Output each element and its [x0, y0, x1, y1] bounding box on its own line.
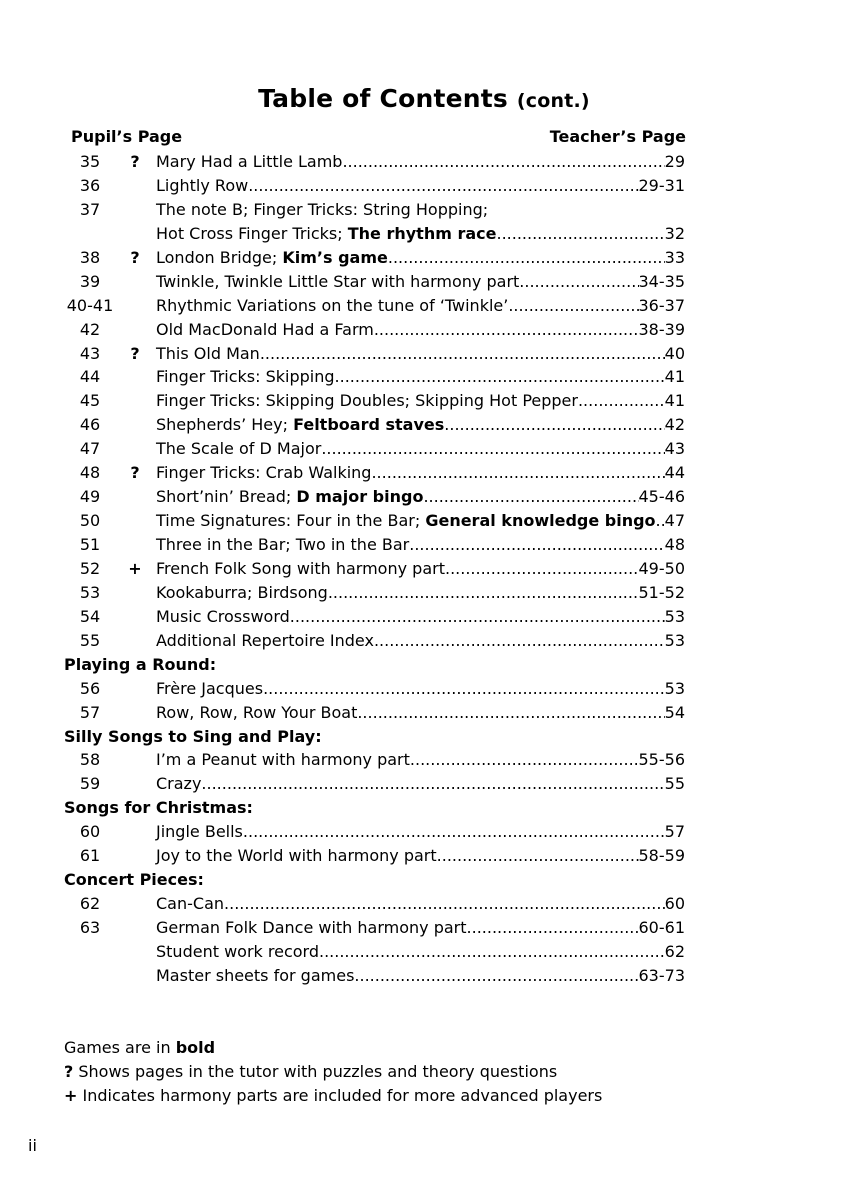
- teacher-page-number: 43: [664, 439, 685, 459]
- row-marker: +: [128, 558, 142, 578]
- teacher-page-number: 36-37: [638, 295, 685, 315]
- toc-row: [0, 605, 848, 629]
- pupil-page-number: 50: [79, 511, 101, 531]
- legend: [64, 1036, 602, 1108]
- entry-title: Shepherds’ Hey;: [156, 415, 294, 435]
- toc-entry: [156, 629, 685, 653]
- row-marker: ?: [130, 463, 140, 483]
- teacher-page-number: 29: [664, 152, 685, 171]
- toc-entry: [156, 748, 685, 772]
- teacher-page-number: 60-61: [638, 918, 685, 937]
- game-title: Kim’s game: [282, 247, 388, 267]
- page-title: Table of Contents (cont.): [258, 84, 590, 113]
- entry-title: Jingle Bells: [156, 822, 243, 842]
- pupil-page-number: 63: [79, 918, 101, 937]
- pupil-page-number: 54: [79, 606, 101, 626]
- toc-entry: [156, 844, 685, 868]
- dot-leader: [444, 413, 664, 437]
- dot-leader: [328, 581, 639, 605]
- teacher-page-number: 53: [664, 606, 685, 626]
- toc-entry: [156, 365, 685, 389]
- entry-title: Finger Tricks: Crab Walking: [156, 463, 372, 483]
- teacher-page-number: 63-73: [638, 965, 685, 985]
- toc-row: [0, 365, 848, 389]
- teacher-page-number: 58-59: [638, 846, 685, 866]
- legend-games: Games are in bold: [64, 1038, 216, 1057]
- teacher-page-number: 49-50: [638, 558, 685, 578]
- teacher-page-number: 40: [664, 343, 685, 363]
- dot-leader: [437, 844, 639, 868]
- toc-row: [0, 150, 848, 174]
- toc-row: [0, 581, 848, 605]
- pupil-page-number: 46: [79, 415, 101, 435]
- entry-title: Master sheets for games: [156, 965, 355, 985]
- teacher-page-header: Teacher’s Page: [549, 127, 686, 146]
- entry-title: Kookaburra; Birdsong: [156, 582, 328, 602]
- pupil-page-number: 45: [79, 391, 101, 411]
- dot-leader: [371, 461, 664, 485]
- toc-row: [0, 940, 848, 964]
- game-title: Feltboard staves: [293, 415, 445, 435]
- dot-leader: [224, 892, 665, 916]
- dot-leader: [374, 318, 639, 342]
- pupil-page-number: 42: [79, 319, 101, 339]
- toc-row: [0, 892, 848, 916]
- entry-title: Crazy: [156, 774, 202, 794]
- entry-title: Three in the Bar; Two in the Bar: [156, 535, 410, 554]
- dot-leader: [656, 509, 665, 533]
- teacher-page-number: 53: [664, 630, 685, 650]
- dot-leader: [374, 629, 665, 653]
- toc-section-heading: [0, 725, 848, 749]
- pupil-page-number: 44: [79, 367, 101, 387]
- toc-row: [0, 748, 848, 772]
- entry-title: This Old Man: [156, 343, 260, 363]
- dot-leader: [388, 246, 665, 270]
- dot-leader: [243, 820, 665, 844]
- title-suffix: (cont.): [516, 90, 590, 112]
- teacher-page-number: 32: [664, 223, 685, 243]
- entry-title: The Scale of D Major: [156, 439, 322, 459]
- dot-leader: [260, 342, 665, 366]
- dot-leader: [201, 772, 664, 796]
- toc-entry: [156, 413, 685, 437]
- toc-row: [0, 485, 848, 509]
- dot-leader: [467, 916, 639, 940]
- teacher-page-number: 44: [664, 463, 685, 483]
- toc-entry: [156, 509, 685, 533]
- teacher-page-number: 53: [664, 678, 685, 698]
- toc-entry: [156, 270, 685, 294]
- dot-leader: [519, 270, 638, 294]
- dot-leader: [321, 437, 664, 461]
- teacher-page-number: 42: [664, 415, 685, 435]
- toc-entry: [156, 294, 685, 318]
- toc-entry: [156, 485, 685, 509]
- entry-title: Lightly Row: [156, 175, 249, 195]
- entry-title: Student work record: [156, 941, 319, 961]
- teacher-page-number: 41: [664, 367, 685, 387]
- toc-row: [0, 222, 848, 246]
- entry-title: Joy to the World with harmony part: [156, 846, 437, 866]
- toc-row: [0, 174, 848, 198]
- teacher-page-number: 55-56: [638, 750, 685, 770]
- pupil-page-number: 35: [79, 152, 101, 171]
- pupil-page-number: 36: [79, 175, 101, 195]
- entry-title: The note B; Finger Tricks: String Hopping;: [156, 199, 489, 219]
- toc-row: [0, 677, 848, 701]
- entry-title: German Folk Dance with harmony part: [156, 918, 467, 937]
- row-marker: ?: [130, 247, 140, 267]
- entry-title: Music Crossword: [156, 606, 290, 626]
- toc-row: [0, 916, 848, 940]
- toc-row: [0, 413, 848, 437]
- pupil-page-number: 48: [79, 463, 101, 483]
- pupil-page-number: 56: [79, 678, 101, 698]
- teacher-page-number: 47: [664, 511, 685, 531]
- page-number: ii: [28, 1136, 37, 1155]
- toc-row: [0, 389, 848, 413]
- teacher-page-number: 38-39: [638, 319, 685, 339]
- toc-row: [0, 294, 848, 318]
- toc-list: [0, 150, 848, 988]
- toc-section-heading: [0, 653, 848, 677]
- toc-entry: [156, 892, 685, 916]
- toc-entry: [156, 318, 685, 342]
- toc-row: [0, 246, 848, 270]
- dot-leader: [354, 964, 638, 988]
- teacher-page-number: 51-52: [638, 582, 685, 602]
- section-title: Songs for Christmas:: [64, 798, 253, 818]
- pupil-page-number: 47: [79, 439, 101, 459]
- pupil-page-number: 62: [79, 894, 101, 914]
- dot-leader: [496, 222, 664, 246]
- toc-entry: [156, 198, 488, 222]
- entry-title: French Folk Song with harmony part: [156, 558, 445, 578]
- pupil-page-number: 39: [79, 271, 101, 291]
- teacher-page-number: 29-31: [638, 175, 685, 195]
- pupil-page-number: 57: [79, 702, 101, 722]
- toc-entry: [156, 174, 685, 198]
- pupil-page-number: 38: [79, 247, 101, 267]
- entry-title: Can-Can: [156, 894, 225, 914]
- entry-title: Old MacDonald Had a Farm: [156, 319, 374, 339]
- toc-entry: [156, 964, 685, 988]
- toc-entry: [156, 701, 685, 725]
- toc-entry: [156, 533, 685, 557]
- dot-leader: [319, 940, 665, 964]
- toc-row: [0, 461, 848, 485]
- teacher-page-number: 41: [664, 391, 685, 411]
- pupil-page-number: 49: [79, 487, 101, 507]
- dot-leader: [342, 150, 664, 174]
- toc-entry: [156, 150, 685, 174]
- dot-leader: [409, 533, 664, 557]
- toc-entry: [156, 389, 685, 413]
- toc-row: [0, 509, 848, 533]
- toc-entry: [156, 820, 685, 844]
- pupil-page-number: 53: [79, 582, 101, 602]
- section-title: Playing a Round:: [64, 654, 217, 674]
- toc-section-heading: [0, 796, 848, 820]
- legend-harmony: + Indicates harmony parts are included for more advanced players: [64, 1086, 603, 1105]
- toc-row: [0, 557, 848, 581]
- dot-leader: [508, 294, 638, 318]
- toc-entry: [156, 605, 685, 629]
- dot-leader: [290, 605, 665, 629]
- toc-row: [0, 820, 848, 844]
- teacher-page-number: 55: [664, 774, 685, 794]
- teacher-page-number: 45-46: [638, 487, 685, 507]
- toc-section-heading: [0, 868, 848, 892]
- toc-entry: [156, 940, 685, 964]
- row-marker: ?: [130, 152, 140, 171]
- dot-leader: [263, 677, 665, 701]
- dot-leader: [357, 701, 664, 725]
- pupil-page-number: 43: [79, 343, 101, 363]
- toc-entry: [156, 461, 685, 485]
- row-marker: ?: [130, 343, 140, 363]
- toc-row: [0, 533, 848, 557]
- toc-row: [0, 198, 848, 222]
- teacher-page-number: 57: [664, 822, 685, 842]
- game-title: D major bingo: [296, 487, 424, 507]
- teacher-page-number: 54: [664, 702, 685, 722]
- entry-title: Row, Row, Row Your Boat: [156, 702, 358, 722]
- toc-row: [0, 437, 848, 461]
- teacher-page-number: 34-35: [638, 271, 685, 291]
- dot-leader: [445, 557, 639, 581]
- entry-title: Hot Cross Finger Tricks;: [156, 223, 348, 243]
- teacher-page-number: 48: [664, 535, 685, 554]
- legend-puzzles: ? Shows pages in the tutor with puzzles and theory questions: [64, 1062, 558, 1081]
- pupil-page-number: 40-41: [66, 295, 114, 315]
- pupil-page-number: 61: [79, 846, 101, 866]
- entry-title: Rhythmic Variations on the tune of ‘Twinkle’: [156, 295, 509, 315]
- entry-title: I’m a Peanut with harmony part: [156, 750, 410, 770]
- dot-leader: [335, 365, 665, 389]
- entry-title: Finger Tricks: Skipping Doubles; Skipping Hot Pepper: [156, 391, 578, 411]
- toc-entry: [156, 916, 685, 940]
- toc-entry: [156, 581, 685, 605]
- section-title: Silly Songs to Sing and Play:: [64, 726, 322, 746]
- toc-entry: [156, 222, 685, 246]
- teacher-page-number: 33: [664, 247, 685, 267]
- teacher-page-number: 62: [664, 941, 685, 961]
- toc-row: [0, 270, 848, 294]
- pupil-page-number: 55: [79, 630, 101, 650]
- game-title: General knowledge bingo: [425, 511, 656, 531]
- dot-leader: [410, 748, 639, 772]
- entry-title: Finger Tricks: Skipping: [156, 367, 335, 387]
- entry-title: Short’nin’ Bread;: [156, 487, 297, 507]
- toc-row: [0, 844, 848, 868]
- dot-leader: [578, 389, 665, 413]
- toc-row: [0, 772, 848, 796]
- toc-entry: [156, 342, 685, 366]
- toc-entry: [156, 437, 685, 461]
- entry-title: Twinkle, Twinkle Little Star with harmony part: [156, 271, 520, 291]
- toc-row: [0, 701, 848, 725]
- pupil-page-number: 52: [79, 558, 101, 578]
- toc-entry: [156, 557, 685, 581]
- game-title: The rhythm race: [347, 223, 497, 243]
- toc-row: [0, 318, 848, 342]
- entry-title: London Bridge;: [156, 247, 283, 267]
- toc-entry: [156, 246, 685, 270]
- pupil-page-number: 58: [79, 750, 101, 770]
- entry-title: Mary Had a Little Lamb: [156, 152, 343, 171]
- toc-row: [0, 964, 848, 988]
- section-title: Concert Pieces:: [64, 870, 204, 890]
- pupil-page-number: 60: [79, 822, 101, 842]
- pupil-page-number: 59: [79, 774, 101, 794]
- pupil-page-number: 37: [79, 199, 101, 219]
- teacher-page-number: 60: [664, 894, 685, 914]
- toc-entry: [156, 677, 685, 701]
- dot-leader: [423, 485, 638, 509]
- toc-entry: [156, 772, 685, 796]
- entry-title: Time Signatures: Four in the Bar;: [156, 511, 426, 531]
- toc-row: [0, 342, 848, 366]
- pupil-page-header: Pupil’s Page: [71, 127, 183, 146]
- entry-title: Additional Repertoire Index: [156, 630, 374, 650]
- dot-leader: [248, 174, 638, 198]
- entry-title: Frère Jacques: [156, 678, 264, 698]
- toc-row: [0, 629, 848, 653]
- pupil-page-number: 51: [79, 535, 101, 554]
